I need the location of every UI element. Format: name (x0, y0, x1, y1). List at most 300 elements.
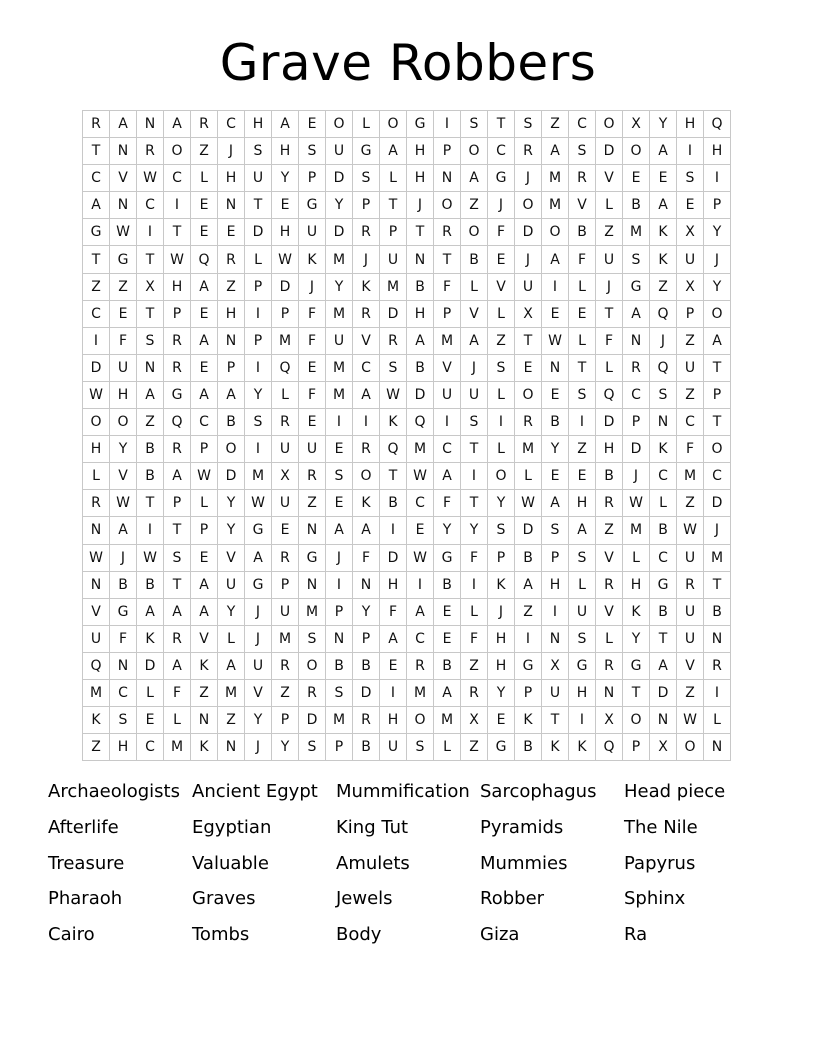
grid-cell: M (245, 463, 272, 490)
grid-cell: F (299, 301, 326, 328)
grid-cell: I (245, 436, 272, 463)
grid-cell: O (164, 138, 191, 165)
grid-cell: P (299, 165, 326, 192)
grid-cell: U (245, 653, 272, 680)
grid-cell: H (569, 490, 596, 517)
grid-cell: U (326, 138, 353, 165)
grid-cell: C (110, 680, 137, 707)
grid-cell: T (164, 517, 191, 544)
word-list-item: Amulets (336, 852, 410, 874)
grid-cell: E (569, 301, 596, 328)
grid-cell: C (137, 192, 164, 219)
grid-cell: K (191, 653, 218, 680)
grid-cell: O (407, 707, 434, 734)
grid-cell: D (704, 490, 731, 517)
grid-cell: U (569, 599, 596, 626)
word-list-item: Tombs (192, 924, 250, 946)
grid-cell: G (434, 545, 461, 572)
grid-cell: P (677, 301, 704, 328)
grid-cell: L (191, 165, 218, 192)
grid-cell: M (218, 680, 245, 707)
grid-cell: V (218, 545, 245, 572)
grid-cell: W (137, 165, 164, 192)
grid-cell: K (650, 219, 677, 246)
grid-cell: U (299, 219, 326, 246)
grid-cell: S (407, 734, 434, 761)
grid-cell: M (434, 328, 461, 355)
grid-cell: W (83, 545, 110, 572)
grid-cell: R (164, 355, 191, 382)
grid-cell: B (515, 734, 542, 761)
grid-cell: A (272, 111, 299, 138)
grid-cell: F (461, 626, 488, 653)
grid-cell: U (542, 680, 569, 707)
grid-cell: R (164, 436, 191, 463)
grid-cell: N (83, 572, 110, 599)
grid-cell: I (407, 572, 434, 599)
grid-cell: E (191, 192, 218, 219)
grid-cell: C (650, 463, 677, 490)
grid-cell: B (542, 409, 569, 436)
grid-cell: P (326, 734, 353, 761)
grid-cell: T (650, 626, 677, 653)
grid-cell: F (164, 680, 191, 707)
grid-cell: I (542, 599, 569, 626)
grid-cell: W (110, 490, 137, 517)
grid-cell: A (164, 463, 191, 490)
word-list-item: Giza (480, 924, 520, 946)
word-list-item: Archaeologists (48, 781, 180, 802)
grid-cell: I (515, 626, 542, 653)
grid-cell: M (542, 192, 569, 219)
grid-cell: P (218, 355, 245, 382)
grid-cell: A (542, 246, 569, 273)
grid-cell: A (191, 328, 218, 355)
grid-cell: L (596, 626, 623, 653)
grid-cell: N (704, 734, 731, 761)
grid-cell: T (461, 436, 488, 463)
grid-cell: A (542, 138, 569, 165)
grid-cell: N (218, 192, 245, 219)
grid-cell: E (299, 355, 326, 382)
grid-cell: W (272, 246, 299, 273)
grid-cell: K (191, 734, 218, 761)
grid-cell: A (407, 599, 434, 626)
grid-cell: H (110, 734, 137, 761)
grid-cell: R (353, 219, 380, 246)
grid-cell: P (245, 328, 272, 355)
grid-cell: D (407, 382, 434, 409)
grid-cell: H (569, 680, 596, 707)
grid-cell: L (380, 165, 407, 192)
grid-cell: G (110, 599, 137, 626)
grid-cell: A (461, 328, 488, 355)
grid-cell: S (461, 409, 488, 436)
grid-cell: H (704, 138, 731, 165)
grid-cell: V (110, 165, 137, 192)
grid-cell: W (245, 490, 272, 517)
word-list-item: Afterlife (48, 816, 119, 838)
grid-cell: U (515, 274, 542, 301)
grid-cell: N (650, 409, 677, 436)
grid-cell: X (596, 707, 623, 734)
grid-cell: T (515, 328, 542, 355)
grid-cell: R (299, 680, 326, 707)
grid-cell: G (353, 138, 380, 165)
grid-cell: A (434, 680, 461, 707)
grid-cell: N (704, 626, 731, 653)
grid-cell: H (164, 274, 191, 301)
grid-cell: J (704, 517, 731, 544)
grid-cell: A (353, 382, 380, 409)
grid-cell: U (272, 436, 299, 463)
grid-cell: E (191, 545, 218, 572)
grid-cell: A (164, 599, 191, 626)
grid-cell: U (677, 599, 704, 626)
grid-cell: L (245, 246, 272, 273)
grid-cell: T (245, 192, 272, 219)
grid-cell: G (245, 517, 272, 544)
grid-cell: B (569, 219, 596, 246)
word-list-item: Treasure (48, 852, 125, 874)
grid-cell: Q (596, 734, 623, 761)
grid-cell: J (353, 246, 380, 273)
grid-cell: B (515, 545, 542, 572)
grid-cell: R (569, 165, 596, 192)
grid-cell: U (434, 382, 461, 409)
grid-cell: R (299, 463, 326, 490)
grid-cell: I (83, 328, 110, 355)
grid-cell: K (380, 409, 407, 436)
grid-cell: J (650, 328, 677, 355)
grid-cell: B (326, 653, 353, 680)
grid-cell: B (434, 653, 461, 680)
grid-cell: Z (461, 192, 488, 219)
grid-cell: Z (272, 680, 299, 707)
grid-cell: C (623, 382, 650, 409)
grid-cell: D (326, 219, 353, 246)
grid-cell: C (704, 463, 731, 490)
grid-cell: E (299, 409, 326, 436)
grid-cell: N (326, 626, 353, 653)
grid-cell: J (488, 192, 515, 219)
grid-cell: D (596, 138, 623, 165)
grid-cell: D (380, 301, 407, 328)
grid-cell: E (542, 463, 569, 490)
grid-cell: Z (83, 734, 110, 761)
grid-cell: O (380, 111, 407, 138)
grid-cell: A (515, 572, 542, 599)
grid-cell: M (434, 707, 461, 734)
word-list-item: Head piece (624, 781, 726, 802)
grid-cell: N (137, 355, 164, 382)
grid-cell: N (110, 653, 137, 680)
grid-cell: B (218, 409, 245, 436)
grid-cell: N (83, 517, 110, 544)
grid-cell: O (326, 111, 353, 138)
grid-cell: S (515, 111, 542, 138)
grid-cell: T (407, 219, 434, 246)
grid-cell: Y (245, 707, 272, 734)
grid-cell: S (137, 328, 164, 355)
grid-cell: E (434, 626, 461, 653)
grid-cell: A (191, 274, 218, 301)
grid-cell: B (380, 490, 407, 517)
grid-cell: L (164, 707, 191, 734)
grid-cell: U (677, 246, 704, 273)
grid-cell: I (380, 680, 407, 707)
grid-cell: B (407, 274, 434, 301)
grid-cell: Q (380, 436, 407, 463)
grid-cell: N (650, 707, 677, 734)
grid-cell: N (353, 572, 380, 599)
grid-cell: Y (218, 490, 245, 517)
grid-cell: W (83, 382, 110, 409)
grid-cell: M (272, 626, 299, 653)
grid-cell: I (461, 572, 488, 599)
grid-cell: O (299, 653, 326, 680)
grid-cell: I (488, 409, 515, 436)
grid-cell: Z (191, 138, 218, 165)
grid-cell: I (137, 517, 164, 544)
grid-cell: F (110, 626, 137, 653)
grid-cell: F (461, 545, 488, 572)
grid-cell: O (704, 436, 731, 463)
grid-cell: F (353, 545, 380, 572)
grid-cell: T (83, 246, 110, 273)
grid-cell: J (218, 138, 245, 165)
grid-cell: R (596, 572, 623, 599)
grid-cell: M (83, 680, 110, 707)
grid-cell: V (488, 274, 515, 301)
grid-cell: Y (218, 599, 245, 626)
grid-cell: C (353, 355, 380, 382)
grid-cell: Z (677, 328, 704, 355)
grid-cell: M (326, 246, 353, 273)
grid-cell: S (164, 545, 191, 572)
grid-cell: N (623, 328, 650, 355)
grid-cell: S (326, 463, 353, 490)
grid-cell: E (326, 490, 353, 517)
grid-cell: V (596, 599, 623, 626)
grid-cell: T (380, 463, 407, 490)
grid-cell: R (461, 680, 488, 707)
grid-cell: A (434, 463, 461, 490)
grid-cell: A (245, 545, 272, 572)
grid-cell: K (353, 490, 380, 517)
grid-cell: H (245, 111, 272, 138)
grid-cell: O (110, 409, 137, 436)
grid-cell: H (272, 219, 299, 246)
word-list-item: Egyptian (192, 816, 272, 838)
grid-cell: E (488, 246, 515, 273)
grid-cell: M (326, 301, 353, 328)
grid-cell: B (353, 734, 380, 761)
grid-cell: E (272, 517, 299, 544)
grid-cell: I (569, 707, 596, 734)
grid-cell: L (461, 274, 488, 301)
grid-cell: M (623, 517, 650, 544)
grid-cell: T (596, 301, 623, 328)
grid-cell: Q (596, 382, 623, 409)
grid-cell: Z (677, 680, 704, 707)
grid-cell: A (218, 382, 245, 409)
grid-cell: P (272, 707, 299, 734)
grid-cell: X (623, 111, 650, 138)
grid-cell: E (191, 355, 218, 382)
grid-cell: X (650, 734, 677, 761)
grid-cell: B (650, 517, 677, 544)
grid-cell: T (488, 111, 515, 138)
grid-cell: O (704, 301, 731, 328)
grid-cell: D (596, 409, 623, 436)
grid-cell: U (299, 436, 326, 463)
word-list-item: Sarcophagus (480, 781, 597, 802)
grid-cell: T (137, 301, 164, 328)
grid-cell: Y (218, 517, 245, 544)
grid-cell: K (83, 707, 110, 734)
grid-cell: V (245, 680, 272, 707)
grid-cell: P (326, 599, 353, 626)
grid-cell: A (164, 111, 191, 138)
grid-cell: D (245, 219, 272, 246)
grid-cell: C (434, 436, 461, 463)
grid-cell: S (677, 165, 704, 192)
grid-cell: Z (218, 274, 245, 301)
grid-cell: U (461, 382, 488, 409)
grid-cell: L (569, 572, 596, 599)
grid-cell: N (542, 626, 569, 653)
grid-cell: Z (83, 274, 110, 301)
grid-cell: Q (650, 355, 677, 382)
grid-cell: A (191, 572, 218, 599)
grid-cell: I (353, 409, 380, 436)
grid-cell: L (488, 436, 515, 463)
grid-cell: S (380, 355, 407, 382)
grid-cell: H (218, 165, 245, 192)
grid-cell: D (299, 707, 326, 734)
grid-cell: J (326, 545, 353, 572)
grid-cell: C (569, 111, 596, 138)
grid-cell: Y (623, 626, 650, 653)
grid-cell: T (569, 355, 596, 382)
grid-cell: P (191, 436, 218, 463)
grid-cell: O (596, 111, 623, 138)
grid-cell: E (110, 301, 137, 328)
grid-cell: N (218, 734, 245, 761)
grid-cell: E (191, 301, 218, 328)
grid-cell: S (353, 165, 380, 192)
grid-cell: R (677, 572, 704, 599)
grid-cell: L (218, 626, 245, 653)
grid-cell: Y (704, 274, 731, 301)
grid-cell: L (488, 301, 515, 328)
grid-cell: D (326, 165, 353, 192)
grid-cell: R (380, 328, 407, 355)
grid-cell: R (272, 653, 299, 680)
grid-cell: V (353, 328, 380, 355)
grid-cell: E (272, 192, 299, 219)
grid-cell: Z (110, 274, 137, 301)
grid-cell: E (515, 355, 542, 382)
grid-cell: U (245, 165, 272, 192)
grid-cell: P (434, 138, 461, 165)
grid-cell: P (380, 219, 407, 246)
grid-cell: G (83, 219, 110, 246)
grid-cell: N (542, 355, 569, 382)
grid-cell: J (245, 626, 272, 653)
grid-cell: L (434, 734, 461, 761)
grid-cell: G (488, 734, 515, 761)
grid-cell: U (272, 599, 299, 626)
grid-cell: W (407, 463, 434, 490)
grid-cell: O (218, 436, 245, 463)
word-list-item: Sphinx (624, 888, 686, 910)
grid-cell: N (434, 165, 461, 192)
grid-cell: L (569, 274, 596, 301)
grid-cell: G (164, 382, 191, 409)
word-list-item: Mummification (336, 781, 470, 802)
grid-cell: O (623, 707, 650, 734)
grid-cell: D (515, 219, 542, 246)
grid-cell: B (623, 192, 650, 219)
grid-cell: H (623, 572, 650, 599)
grid-cell: A (569, 517, 596, 544)
grid-cell: G (245, 572, 272, 599)
grid-cell: F (380, 599, 407, 626)
grid-cell: U (677, 626, 704, 653)
grid-cell: G (569, 653, 596, 680)
grid-cell: J (515, 246, 542, 273)
grid-cell: L (650, 490, 677, 517)
grid-cell: I (380, 517, 407, 544)
grid-cell: J (299, 274, 326, 301)
grid-cell: O (677, 734, 704, 761)
grid-cell: H (677, 111, 704, 138)
grid-cell: S (488, 355, 515, 382)
grid-cell: S (542, 517, 569, 544)
grid-cell: A (191, 382, 218, 409)
grid-cell: P (623, 734, 650, 761)
grid-cell: X (515, 301, 542, 328)
grid-cell: E (542, 301, 569, 328)
grid-cell: N (218, 328, 245, 355)
grid-cell: Q (83, 653, 110, 680)
grid-cell: E (299, 111, 326, 138)
grid-cell: N (191, 707, 218, 734)
grid-cell: F (596, 328, 623, 355)
grid-cell: O (461, 138, 488, 165)
grid-cell: Z (299, 490, 326, 517)
grid-cell: D (137, 653, 164, 680)
grid-cell: O (461, 219, 488, 246)
grid-cell: Z (515, 599, 542, 626)
grid-cell: I (326, 572, 353, 599)
grid-cell: Z (596, 219, 623, 246)
grid-cell: S (245, 138, 272, 165)
grid-cell: G (488, 165, 515, 192)
grid-cell: T (137, 490, 164, 517)
grid-cell: R (353, 707, 380, 734)
word-list-item: Robber (480, 888, 545, 910)
grid-cell: G (110, 246, 137, 273)
grid-cell: K (353, 274, 380, 301)
grid-cell: Q (407, 409, 434, 436)
grid-cell: R (83, 490, 110, 517)
word-list-item: The Nile (624, 816, 698, 838)
grid-cell: V (83, 599, 110, 626)
grid-cell: K (488, 572, 515, 599)
